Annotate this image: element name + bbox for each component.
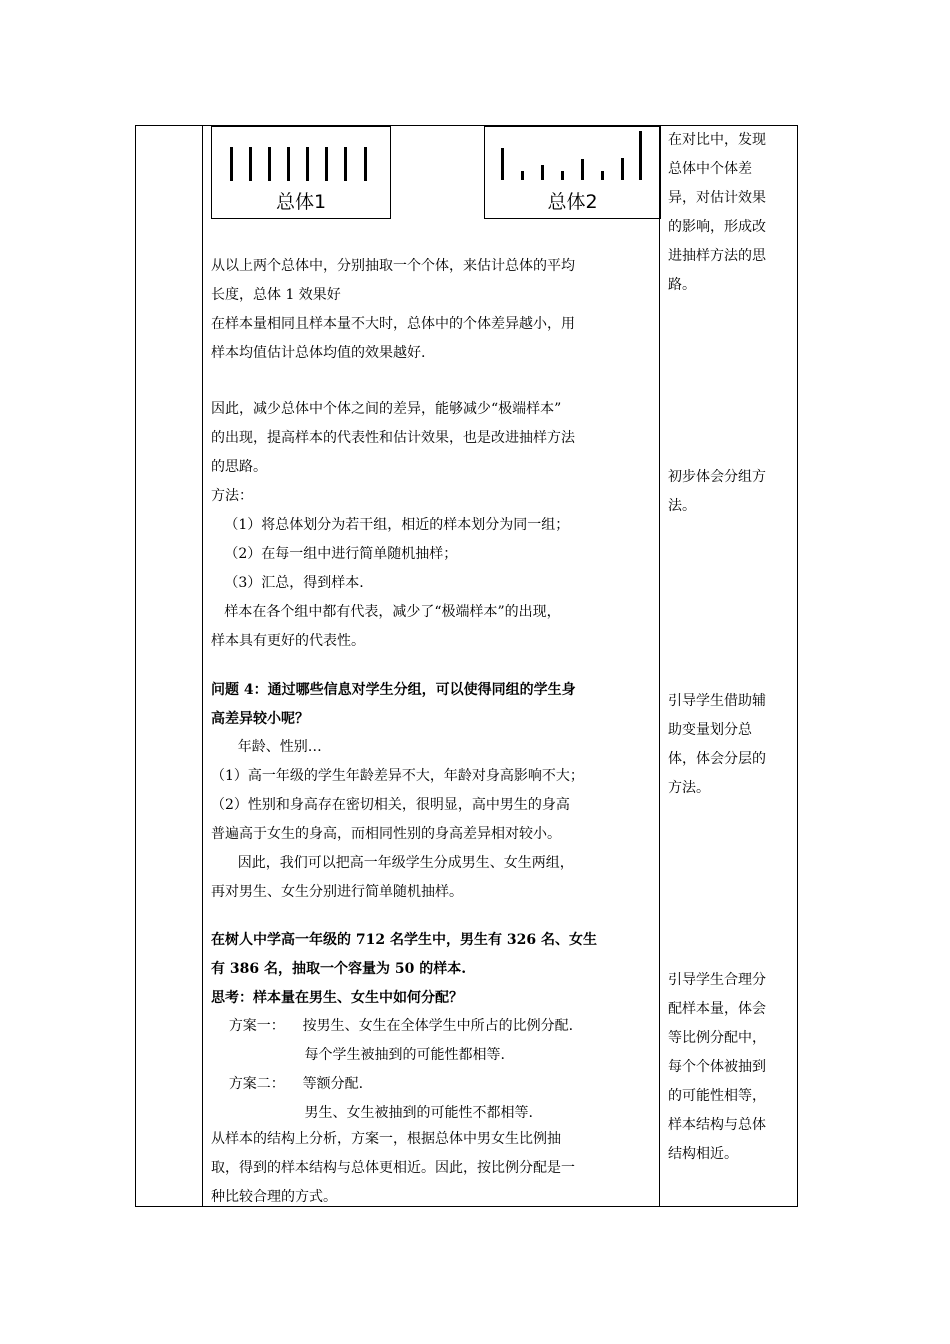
bar [501,148,504,180]
bar [541,165,544,180]
allocation-plans: 方案一： 按男生、女生在全体学生中所占的比例分配. 每个学生被抽到的可能性都相等. 方案二： 等额分配. 男生、女生被抽到的可能性不都相等. [228,1018,574,1121]
bar [601,171,604,180]
column-divider [202,126,203,1206]
bar [344,147,347,181]
question-4: 问题 4：通过哪些信息对学生分组，可以使得同组的学生身 高差异较小呢？ [211,682,576,727]
bar [581,159,584,180]
bar [639,131,642,180]
paragraph-method: 因此，减少总体中个体之间的差异，能够减少“极端样本” 的出现，提高样本的代表性和估计效果，也是改进抽样方法 的思路。 方法： （1）将总体划分为若干组，相近的样本划分为同一组； （2）在每一组中进行简单随机抽样； （3）汇总，得到样本. 样本在各个组中都有代表，减少了“极端样本”的出现， 样本具有更好的代表性。 [211,401,575,649]
bar [325,147,328,181]
bar [268,147,271,181]
note-allocation: 引导学生合理分 配样本量，体会 等比例分配中， 每个个体被抽到 的可能性相等， 样本结构与总体 结构相近。 [668,972,766,1162]
bar [306,147,309,181]
bar [364,147,367,181]
example-problem: 在树人中学高一年级的 712 名学生中，男生有 326 名、女生 有 386 名，抽取一个容量为 50 的样本. 思考：样本量在男生、女生中如何分配？ [211,932,597,1006]
bar [521,171,524,180]
note-grouping: 初步体会分组方 法。 [668,469,766,514]
note-compare: 在对比中，发现 总体中个体差 异，对估计效果 的影响，形成改 进抽样方法的思 路。 [668,132,766,293]
column-divider [659,126,660,1206]
bar [230,147,233,181]
population2-figure [484,126,661,219]
paragraph-grouping: 年龄、性别… （1）高一年级的学生年龄差异不大，年龄对身高影响不大； （2）性别和身高存在密切相关，很明显，高中男生的身高 普遍高于女生的身高，而相同性别的身高差异相对较小。 因此，我们可以把高一年级学生分成男生、女生两组， 再对男生、女生分别进行简单随机抽样。 [211,739,584,900]
bar [621,158,624,180]
paragraph-conclusion: 从样本的结构上分析，方案一，根据总体中男女生比例抽 取，得到的样本结构与总体更相近。因此，按比例分配是一 种比较合理的方式。 [211,1131,575,1205]
lesson-table [135,125,798,1207]
population1-label: 总体1 [275,191,327,213]
bar [249,147,252,181]
bar [561,171,564,180]
population1-figure [211,126,391,219]
paragraph-comparison: 从以上两个总体中，分别抽取一个个体，来估计总体的平均 长度，总体 1 效果好 在样本量相同且样本量不大时，总体中的个体差异越小，用 样本均值估计总体均值的效果越好. [211,258,575,361]
bar [287,147,290,181]
population2-label: 总体2 [547,191,598,213]
note-stratify: 引导学生借助辅 助变量划分总 体，体会分层的 方法。 [668,693,766,796]
